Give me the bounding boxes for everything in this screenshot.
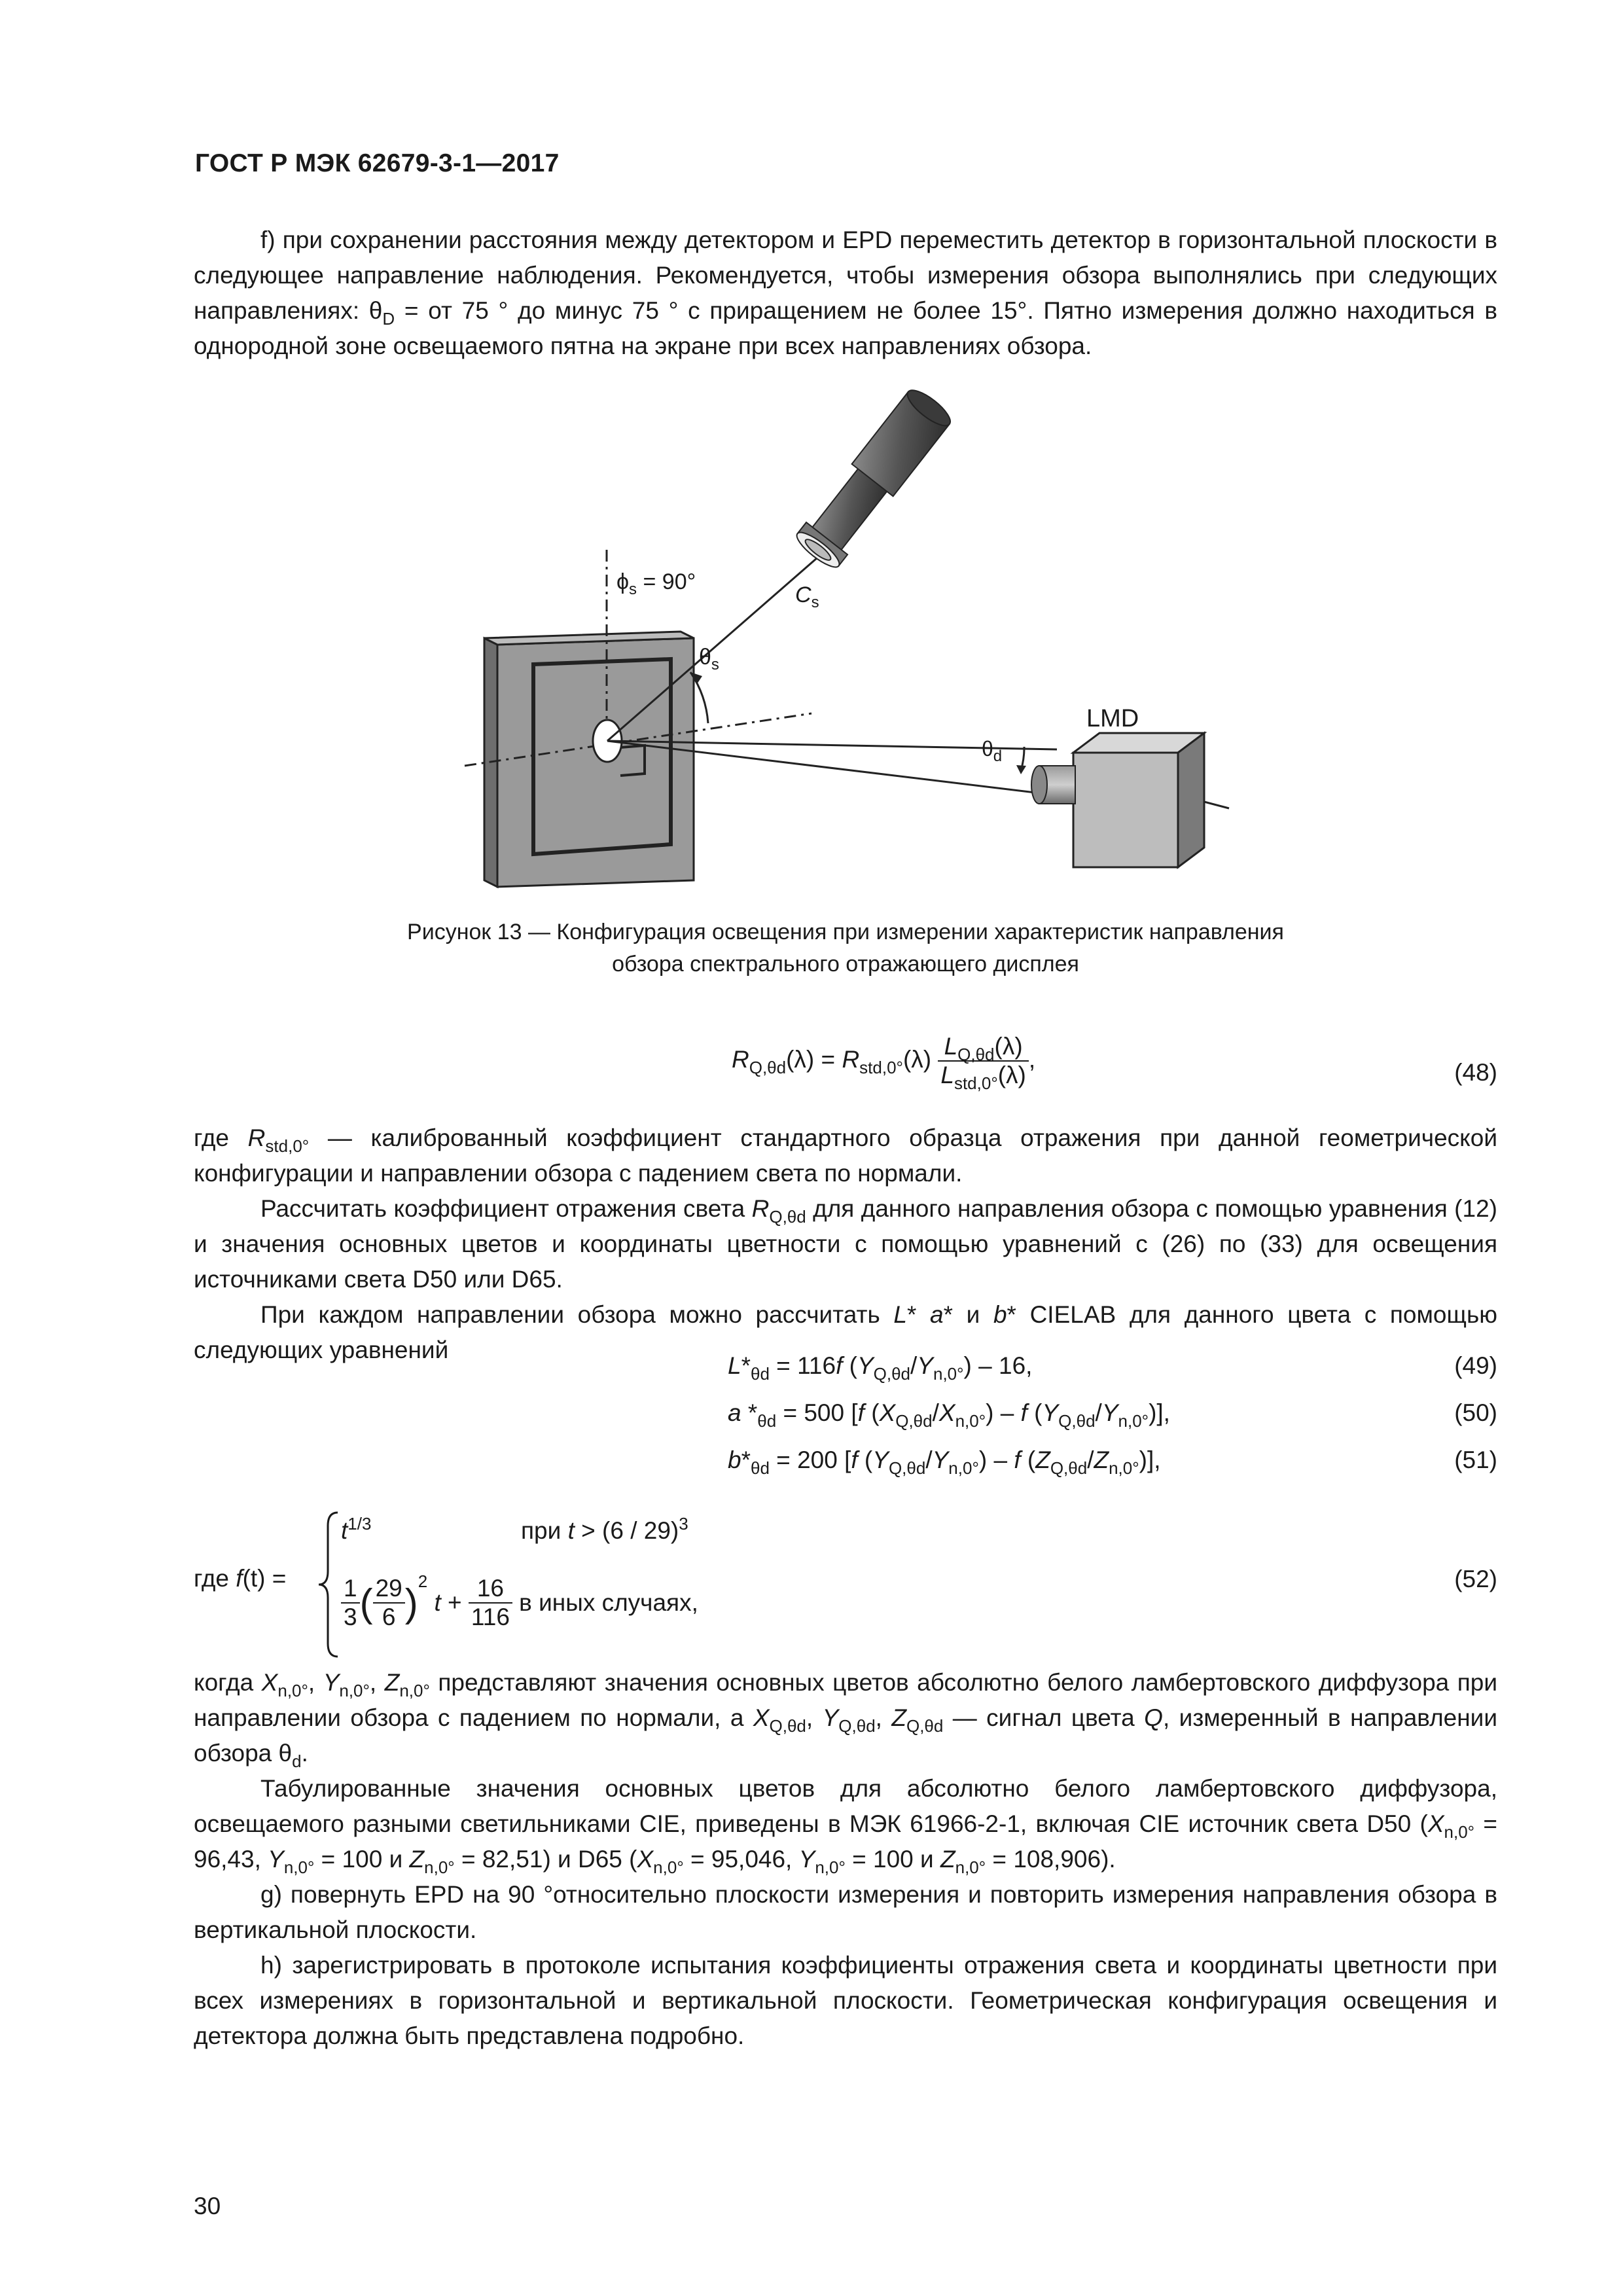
page-number: 30 (194, 2193, 221, 2219)
theta-d-label: $\theta_d$ (982, 737, 1003, 765)
calc-paragraph: Рассчитать коэффициент отражения света $R_{Q,\theta d}$ для данного направления обзора с помощью уравнения (12) и значения основных цветов и координаты цветности с помощью уравнений с (26) по (33) для освещения источниками света D50 или D65. (194, 1195, 1497, 1293)
phi-label: $\phi_s = 90^\circ$ (616, 569, 696, 598)
equation-48: $R_{Q,\theta d}(\lambda) = R_{std,0^\circ}(\lambda)$ $\frac{L_{Q,\theta d}(\lambda)}{L_{std,0^\circ}(\lambda)}$ , (732, 1033, 1036, 1093)
where-rstd-paragraph: где $R_{std,0^\circ}$ — калиброванный коэффициент стандартного образца отражения при данной геометрической конфигурации и направлении обзора с падением света по нормали. (194, 1124, 1498, 1187)
theta-s-label: $\theta_s$ (699, 645, 719, 673)
tabulated-paragraph: Табулированные значения основных цветов для абсолютно белого ламбертовского диффузора, освещаемого разными светильниками CIE, приведены в МЭК 61966-2-1, включая CIE источник света D50 ($X_{n,0^\circ} = 96,43$, $Y_{n,0^\circ} = 100$ и $Z_{n,0^\circ} = 82,51$) и D65 ($X_{n,0^\circ} = 95,046$, $Y_{n,0^\circ} = 100$ и $Z_{n,0^\circ} = 108,906$). (194, 1775, 1497, 1877)
intro-paragraph: f) при сохранении расстояния между детектором и EPD переместить детектор в горизонтальной плоскости в следующее направление наблюдения. Рекомендуется, чтобы измерения обзора выполнялись при следующих направлениях: $\theta_D$ = от 75 ° до минус 75 ° с приращением не более 15°. Пятно измерения должно находиться в однородной зоне освещаемого пятна на экране при всех направлениях обзора. (194, 226, 1497, 359)
document-standard-header: ГОСТ Р МЭК 62679-3-1—2017 (195, 149, 560, 177)
when-paragraph: когда $X_{n,0^\circ}$, $Y_{n,0^\circ}$, $Z_{n,0^\circ}$ представляют значения основных цветов абсолютно белого ламбертовского диффузора при направлении обзора с падением по нормали, а $X_{Q,\theta d}$, $Y_{Q,\theta d}$, $Z_{Q,\theta d}$ — сигнал цвета Q, измеренный в направлении обзора $\theta_d$. (194, 1669, 1498, 1771)
equation-51: $b*_{\theta d} = 200$ [f $(Y_{Q,\theta d}/Y_{n,0^\circ})$ – f $(Z_{Q,\theta d}/Z_{n,0^\circ})$], (728, 1446, 1161, 1478)
piecewise-brace (315, 1509, 341, 1660)
cielab-paragraph: При каждом направлении обзора можно рассчитать L* a* и b* CIELAB для данного цвета с помощью следующих уравнений (194, 1301, 1497, 1363)
cs-label: $C_s$ (795, 583, 819, 611)
equation-48-number: (48) (1454, 1059, 1497, 1086)
display-panel (484, 632, 694, 887)
figure-caption: Рисунок 13 — Конфигурация освещения при измерении характеристик направления обзора спектрального отражающего дисплея (407, 920, 1284, 977)
equation-50: a $*_{\theta d} = 500$ [f $(X_{Q,\theta d}/X_{n,0^\circ})$ – f $(Y_{Q,\theta d}/Y_{n,0^\circ})$], (728, 1399, 1170, 1431)
equation-52: где f(t) = $t^{1/3}$ при t > (6 / 29)$^3$ $\frac{1}{3}$ ( $\frac{29}{6}$ )$^2$ t + $\frac{16}{116}$ в иных случаях, (194, 1503, 848, 1660)
equation-50-number: (50) (1454, 1399, 1497, 1426)
equation-49: $L*_{\theta d} = 116f$ $(Y_{Q,\theta d}/Y_{n,0^\circ}) - 16$, (728, 1352, 1033, 1384)
step-h-paragraph: h) зарегистрировать в протоколе испытания коэффициенты отражения света и координаты цветности при всех измерениях в горизонтальной и вертикальной плоскости. Геометрическая конфигурация освещения и детектора должна быть представлена подробно. (194, 1952, 1497, 2049)
equation-49-number: (49) (1454, 1352, 1497, 1379)
lmd-label: LMD (1086, 705, 1139, 732)
equation-51-number: (51) (1454, 1446, 1497, 1473)
equation-52-number: (52) (1454, 1566, 1497, 1592)
lmd-detector-icon (1031, 733, 1229, 867)
figure-13-diagram (445, 376, 1230, 900)
light-source-icon (793, 385, 955, 572)
step-g-paragraph: g) повернуть EPD на 90 °относительно плоскости измерения и повторить измерения направления обзора в вертикальной плоскости. (194, 1881, 1497, 1943)
